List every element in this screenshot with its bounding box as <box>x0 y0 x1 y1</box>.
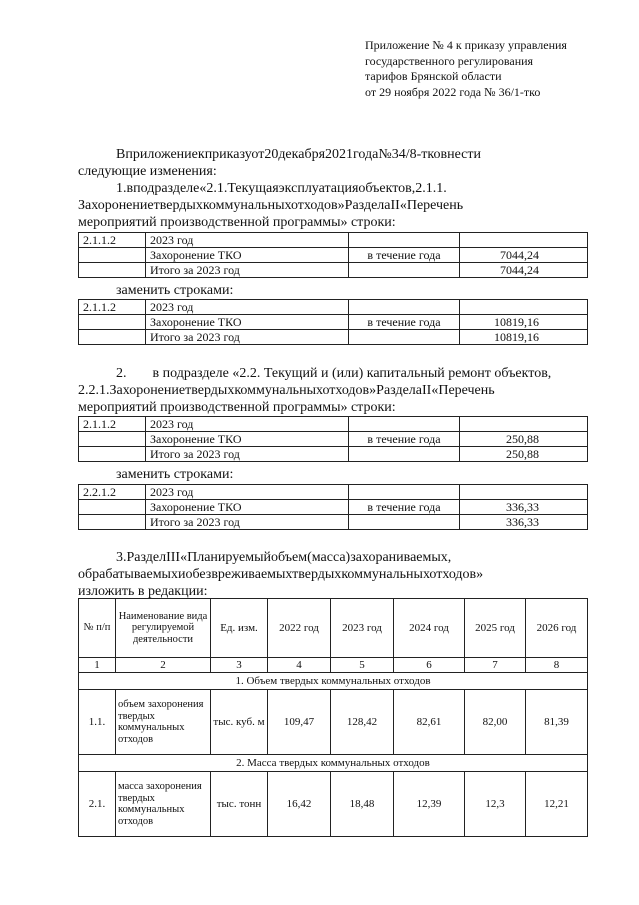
header-name: Наименование вида регулируемой деятельности <box>116 599 211 658</box>
row-value: 81,39 <box>526 690 588 755</box>
section-title: 1. Объем твердых коммунальных отходов <box>79 673 588 690</box>
row-value: 18,48 <box>331 772 394 837</box>
item3-line-3: изложить в редакции: <box>78 584 208 599</box>
item1-replace-label: заменить строками: <box>116 283 234 298</box>
row-name: Захоронение ТКО <box>146 248 349 263</box>
column-number-row: 1 2 3 4 5 6 7 8 <box>79 658 588 673</box>
row-value: 10819,16 <box>460 330 588 345</box>
row-value: 10819,16 <box>460 315 588 330</box>
item2-line-3: мероприятий производственной программы» строки: <box>78 400 396 415</box>
row-value: 12,21 <box>526 772 588 837</box>
item3-line-2: обрабатываемыхиобезвреживаемыхтвердыхкоммунальныхотходов» <box>78 567 484 582</box>
row-period: в течение года <box>349 315 460 330</box>
intro-line-1: Вприложениекприказуот20декабря2021года№34/8-тковнести <box>116 147 481 162</box>
document-header <box>365 38 567 100</box>
row-name: Захоронение ТКО <box>146 432 349 447</box>
row-name: Итого за 2023 год <box>146 330 349 345</box>
section-row <box>79 673 588 690</box>
row-period: в течение года <box>349 248 460 263</box>
table-header-row <box>79 599 588 658</box>
item2-line-1: 2. в подразделе «2.2. Текущий и (или) капитальный ремонт объектов, <box>116 366 552 381</box>
item1-new-table <box>78 299 588 345</box>
row-value: 16,42 <box>268 772 331 837</box>
header-2022: 2022 год <box>268 599 331 658</box>
header-unit: Ед. изм. <box>211 599 268 658</box>
table-row <box>79 417 588 432</box>
row-period: в течение года <box>349 500 460 515</box>
table-row <box>79 485 588 500</box>
row-value: 250,88 <box>460 447 588 462</box>
table-row <box>79 515 588 530</box>
row-value: 82,00 <box>465 690 526 755</box>
row-year: 2023 год <box>146 233 349 248</box>
item2-new-table <box>78 484 588 530</box>
header-line: государственного регулирования <box>365 53 534 68</box>
item3-line-1: 3.РазделIII«Планируемыйобъем(масса)захораниваемых, <box>116 550 452 565</box>
row-code: 2.1.1.2 <box>79 417 146 432</box>
table-row <box>79 500 588 515</box>
item2-old-table <box>78 416 588 462</box>
row-value: 7044,24 <box>460 248 588 263</box>
row-year: 2023 год <box>146 300 349 315</box>
item2-line-2: 2.2.1.Захоронениетвердыхкоммунальныхотходов»РазделаII«Перечень <box>78 383 495 398</box>
row-year: 2023 год <box>146 485 349 500</box>
header-2024: 2024 год <box>394 599 465 658</box>
header-num: № п/п <box>79 599 116 658</box>
row-num: 1.1. <box>79 690 116 755</box>
row-name: Итого за 2023 год <box>146 515 349 530</box>
row-value: 109,47 <box>268 690 331 755</box>
row-value: 12,3 <box>465 772 526 837</box>
item1-line-1: 1.вподразделе«2.1.Текущаяэксплуатацияобъектов,2.1.1. <box>116 181 447 196</box>
header-line: от 29 ноября 2022 года № 36/1-тко <box>365 84 541 99</box>
row-period: в течение года <box>349 432 460 447</box>
item1-line-2: Захоронениетвердыхкоммунальныхотходов»РазделаII«Перечень <box>78 198 464 213</box>
table-row <box>79 300 588 315</box>
row-year: 2023 год <box>146 417 349 432</box>
row-code: 2.2.1.2 <box>79 485 146 500</box>
row-unit: тыс. тонн <box>211 772 268 837</box>
header-2026: 2026 год <box>526 599 588 658</box>
table-row <box>79 772 588 837</box>
item1-old-table <box>78 232 588 278</box>
table-row <box>79 248 588 263</box>
row-value: 336,33 <box>460 515 588 530</box>
item2-replace-label: заменить строками: <box>116 467 234 482</box>
row-name: Итого за 2023 год <box>146 447 349 462</box>
row-name: объем захоронения твердых коммунальных отходов <box>116 690 211 755</box>
row-name: масса захоронения твердых коммунальных отходов <box>116 772 211 837</box>
table-row <box>79 330 588 345</box>
section-row <box>79 755 588 772</box>
section-title: 2. Масса твердых коммунальных отходов <box>79 755 588 772</box>
item2-paragraph <box>78 365 588 416</box>
table-row <box>79 263 588 278</box>
table-row <box>79 315 588 330</box>
row-value: 336,33 <box>460 500 588 515</box>
row-num: 2.1. <box>79 772 116 837</box>
intro-line-2: следующие изменения: <box>78 164 217 179</box>
row-name: Итого за 2023 год <box>146 263 349 278</box>
header-2023: 2023 год <box>331 599 394 658</box>
row-code: 2.1.1.2 <box>79 233 146 248</box>
volume-table <box>78 598 588 837</box>
item1-line-3: мероприятий производственной программы» строки: <box>78 215 396 230</box>
table-row <box>79 447 588 462</box>
row-name: Захоронение ТКО <box>146 315 349 330</box>
header-line: Приложение № 4 к приказу управления <box>365 38 567 52</box>
row-value: 82,61 <box>394 690 465 755</box>
row-value: 250,88 <box>460 432 588 447</box>
row-code: 2.1.1.2 <box>79 300 146 315</box>
table-row <box>79 690 588 755</box>
row-value: 128,42 <box>331 690 394 755</box>
row-name: Захоронение ТКО <box>146 500 349 515</box>
item3-paragraph <box>78 549 588 600</box>
table-row <box>79 432 588 447</box>
header-line: тарифов Брянской области <box>365 69 502 83</box>
intro-paragraph <box>78 146 588 180</box>
item1-paragraph <box>78 180 588 231</box>
header-2025: 2025 год <box>465 599 526 658</box>
row-value: 7044,24 <box>460 263 588 278</box>
table-row <box>79 233 588 248</box>
row-unit: тыс. куб. м <box>211 690 268 755</box>
row-value: 12,39 <box>394 772 465 837</box>
